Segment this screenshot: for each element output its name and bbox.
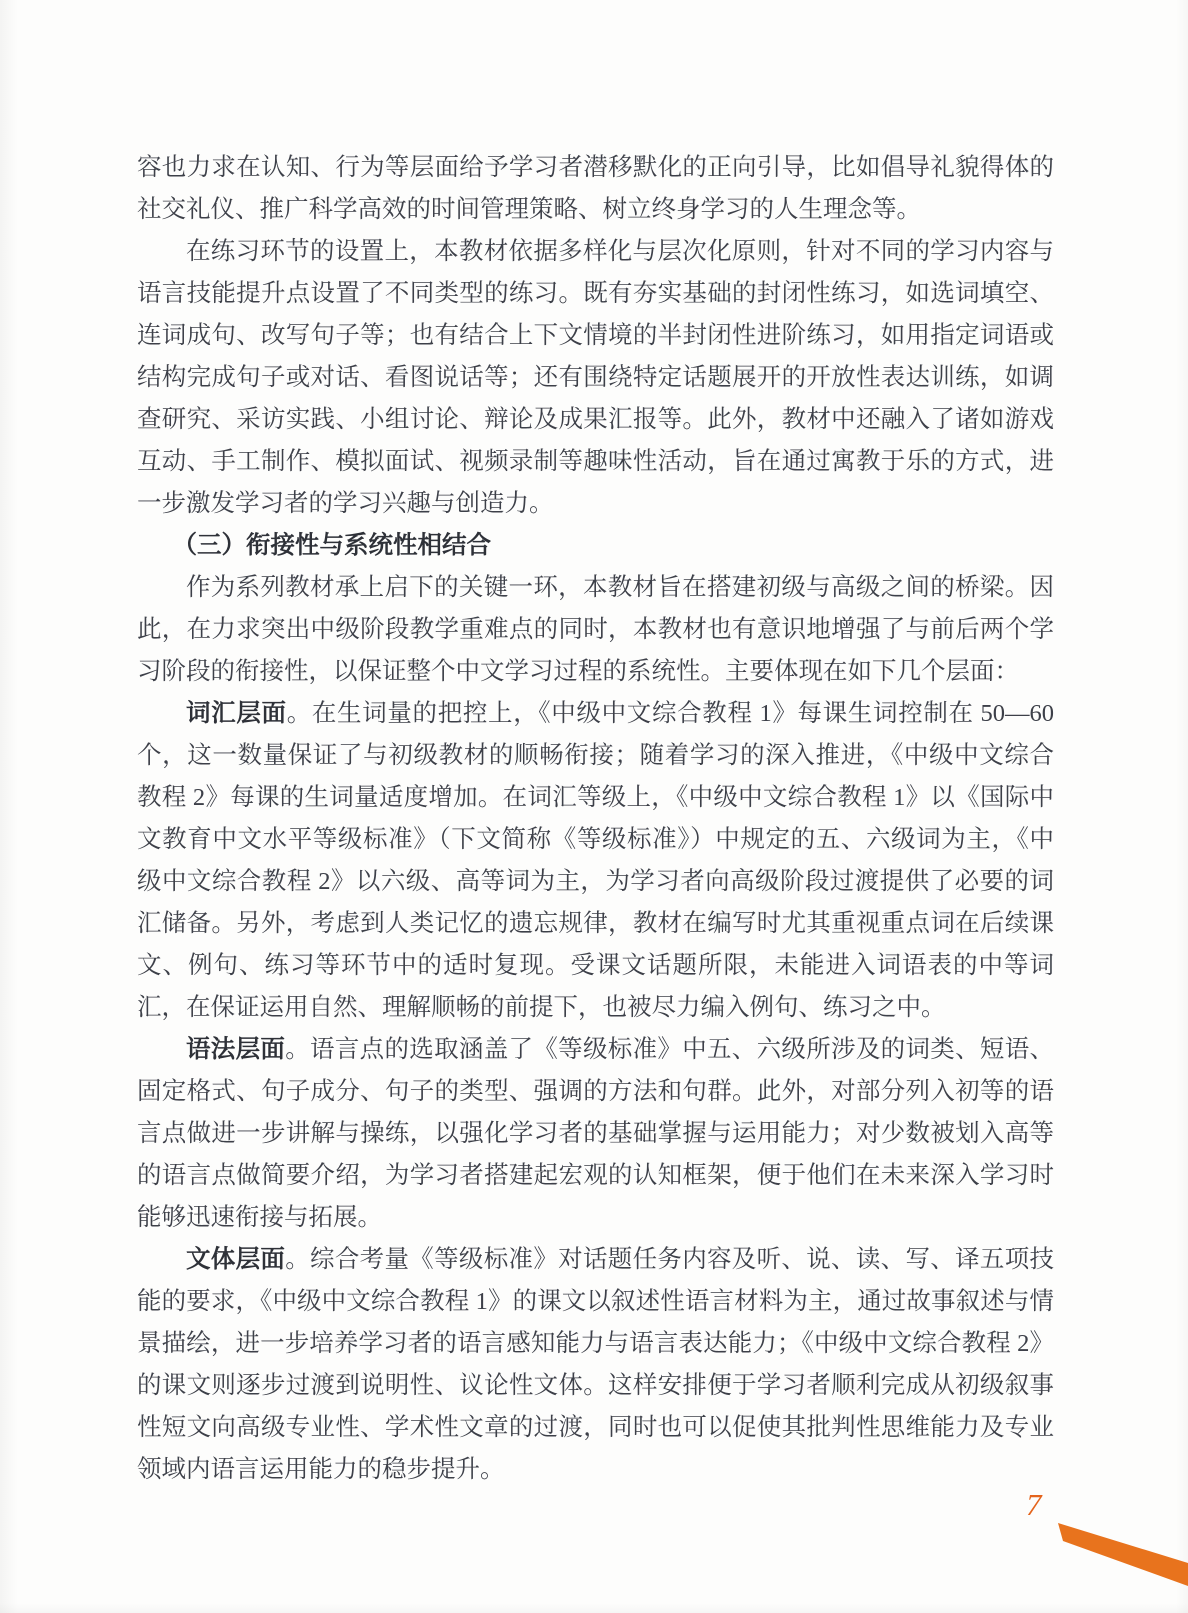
scan-edge-right — [1176, 0, 1188, 1613]
run-in-heading-genre: 文体层面 — [186, 1246, 286, 1273]
paragraph-genre-text: 。综合考量《等级标准》对话题任务内容及听、说、读、写、译五项技能的要求，《中级中文综合教程 1》的课文以叙述性语言材料为主，通过故事叙述与情景描绘，进一步培养学习者的语言感知能力与语言表达能力；《中级中文综合教程 2》的课文则逐步过渡到说明性、议论性文体。这样安排便于学习者顺利完成从初级叙事性短文向高级专业性、学术性文章的过渡，同时也可以促使其批判性思维能力及专业领域内语言运用能力的稳步提升。 — [137, 1246, 1055, 1483]
run-in-heading-grammar: 语法层面 — [186, 1036, 286, 1063]
paragraph-vocabulary-text: 。在生词量的把控上，《中级中文综合教程 1》每课生词控制在 50—60 个，这一数量保证了与初级教材的顺畅衔接；随着学习的深入推进，《中级中文综合教程 2》每课的生词量适度增加。在词汇等级上，《中级中文综合教程 1》以《国际中文教育中文水平等级标准》（下文简称《等级标准》）中规定的五、六级词为主，《中级中文综合教程 2》以六级、高等词为主，为学习者向高级阶段过渡提供了必要的词汇储备。另外，考虑到人类记忆的遗忘规律，教材在编写时尤其重视重点词在后续课文、例句、练习等环节中的适时复现。受课文话题所限，未能进入词语表的中等词汇，在保证运用自然、理解顺畅的前提下，也被尽力编入例句、练习之中。 — [137, 700, 1055, 1021]
paragraph-exercises: 在练习环节的设置上，本教材依据多样化与层次化原则，针对不同的学习内容与语言技能提升点设置了不同类型的练习。既有夯实基础的封闭性练习，如选词填空、连词成句、改写句子等；也有结合上下文情境的半封闭性进阶练习，如用指定词语或结构完成句子或对话、看图说话等；还有围绕特定话题展开的开放性表达训练，如调查研究、采访实践、小组讨论、辩论及成果汇报等。此外，教材中还融入了诸如游戏互动、手工制作、模拟面试、视频录制等趣味性活动，旨在通过寓教于乐的方式，进一步激发学习者的学习兴趣与创造力。 — [137, 238, 1054, 517]
text-column — [137, 147, 1054, 1491]
paragraph-genre — [137, 1239, 1054, 1491]
paragraph-continuation: 容也力求在认知、行为等层面给予学习者潜移默化的正向引导，比如倡导礼貌得体的社交礼仪、推广科学高效的时间管理策略、树立终身学习的人生理念等。 — [137, 154, 1054, 223]
scan-edge-left — [0, 0, 18, 1613]
scan-edge-bottom — [0, 1603, 1188, 1613]
paragraph-vocabulary — [137, 693, 1054, 1029]
section-heading-3: （三）衔接性与系统性相结合 — [172, 532, 492, 559]
corner-swoosh-stripe — [1058, 1523, 1188, 1586]
paragraph-bridge: 作为系列教材承上启下的关键一环，本教材旨在搭建初级与高级之间的桥梁。因此，在力求突出中级阶段教学重难点的同时，本教材也有意识地增强了与前后两个学习阶段的衔接性，以保证整个中文学习过程的系统性。主要体现在如下几个层面： — [137, 574, 1054, 685]
paragraph-grammar-text: 。语言点的选取涵盖了《等级标准》中五、六级所涉及的词类、短语、固定格式、句子成分、句子的类型、强调的方法和句群。此外，对部分列入初等的语言点做进一步讲解与操练，以强化学习者的基础掌握与运用能力；对少数被划入高等的语言点做简要介绍，为学习者搭建起宏观的认知框架，便于他们在未来深入学习时能够迅速衔接与拓展。 — [137, 1036, 1055, 1231]
run-in-heading-vocabulary: 词汇层面 — [186, 700, 287, 727]
paragraph-grammar — [137, 1029, 1054, 1239]
corner-swoosh-graphic — [1050, 1515, 1188, 1595]
page-number: 7 — [1026, 1487, 1042, 1522]
